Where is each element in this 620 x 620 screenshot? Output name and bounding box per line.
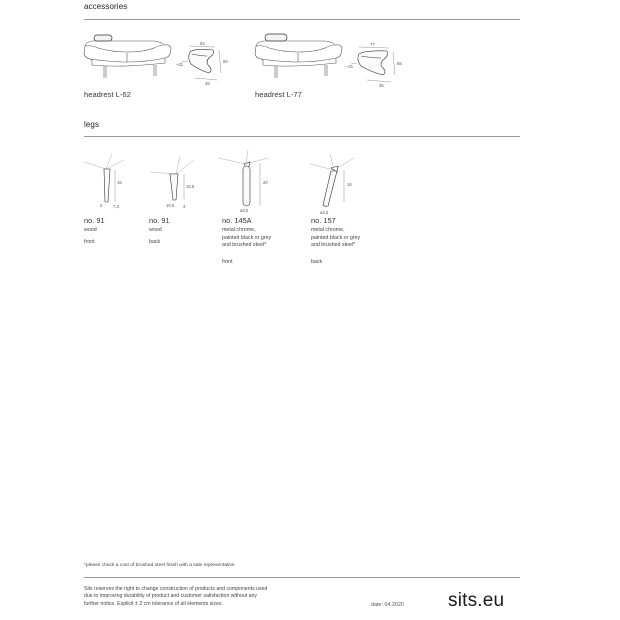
svg-text:60: 60: [223, 59, 228, 64]
headrest-l77-dimension-drawing: [347, 40, 411, 88]
leg-91-back-drawing: [148, 152, 212, 212]
svg-text:ø2,5: ø2,5: [320, 210, 329, 215]
leg-145a-front-material: metal chrome, painted black or grey and brushed steel*: [222, 227, 272, 249]
legs-heading: legs: [84, 120, 100, 129]
brushed-steel-note: *please check a cost of brushed steel finish with a sale representative: [84, 563, 235, 568]
svg-text:65: 65: [397, 61, 402, 66]
brand-url[interactable]: sits.eu: [448, 590, 505, 611]
svg-text:20: 20: [263, 180, 268, 185]
headrest-l62-dimension-drawing: [177, 38, 239, 86]
accessories-divider: [84, 19, 520, 20]
leg-91-front-position: front: [84, 239, 95, 245]
leg-91-back-material: wood: [149, 227, 162, 233]
svg-text:~21: ~21: [346, 64, 354, 69]
svg-text:15,5: 15,5: [186, 184, 195, 189]
leg-91-back-name: no. 91: [149, 216, 170, 225]
svg-text:10,5: 10,5: [166, 203, 175, 208]
svg-text:2: 2: [100, 203, 103, 208]
svg-text:62: 62: [200, 41, 205, 46]
leg-91-front-drawing: [82, 152, 130, 212]
svg-text:36: 36: [379, 83, 384, 88]
leg-145a-front-drawing: [216, 148, 286, 214]
svg-text:4: 4: [183, 204, 186, 209]
svg-text:36: 36: [205, 81, 210, 86]
leg-91-front-material: wood: [84, 227, 97, 233]
headrest-l77-label: headrest L-77: [255, 90, 302, 99]
leg-145a-front-position: front: [222, 259, 233, 265]
leg-91-front-name: no. 91: [84, 216, 105, 225]
svg-text:16: 16: [347, 182, 352, 187]
document-date: date: 04.2020: [371, 602, 404, 608]
accessories-heading: accessories: [84, 2, 128, 11]
leg-157-back-position: back: [311, 259, 323, 265]
svg-text:ø2,5: ø2,5: [240, 208, 249, 213]
svg-text:~21: ~21: [176, 62, 184, 67]
sofa-with-headrest-l62-drawing: [82, 32, 174, 84]
leg-145a-front-name: no. 145A: [222, 216, 252, 225]
svg-text:16: 16: [117, 180, 122, 185]
leg-157-back-drawing: [306, 152, 370, 216]
leg-157-back-material: metal chrome, painted black or grey and brushed steel*: [311, 227, 361, 249]
leg-91-back-position: back: [149, 239, 161, 245]
legs-divider: [84, 136, 520, 137]
sofa-with-headrest-l77-drawing: [253, 32, 345, 84]
headrest-l62-label: headrest L-62: [84, 90, 131, 99]
footer-disclaimer: Sits reserves the right to change construction of products and components used due to improving durability of product and customer satisfaction without any further notice. Explicit ± 2 cm tolerance of all elements sizes.: [84, 586, 268, 607]
svg-text:77: 77: [370, 42, 375, 47]
leg-157-back-name: no. 157: [311, 216, 336, 225]
svg-text:7,3: 7,3: [113, 204, 119, 209]
footer-divider: [84, 577, 520, 578]
